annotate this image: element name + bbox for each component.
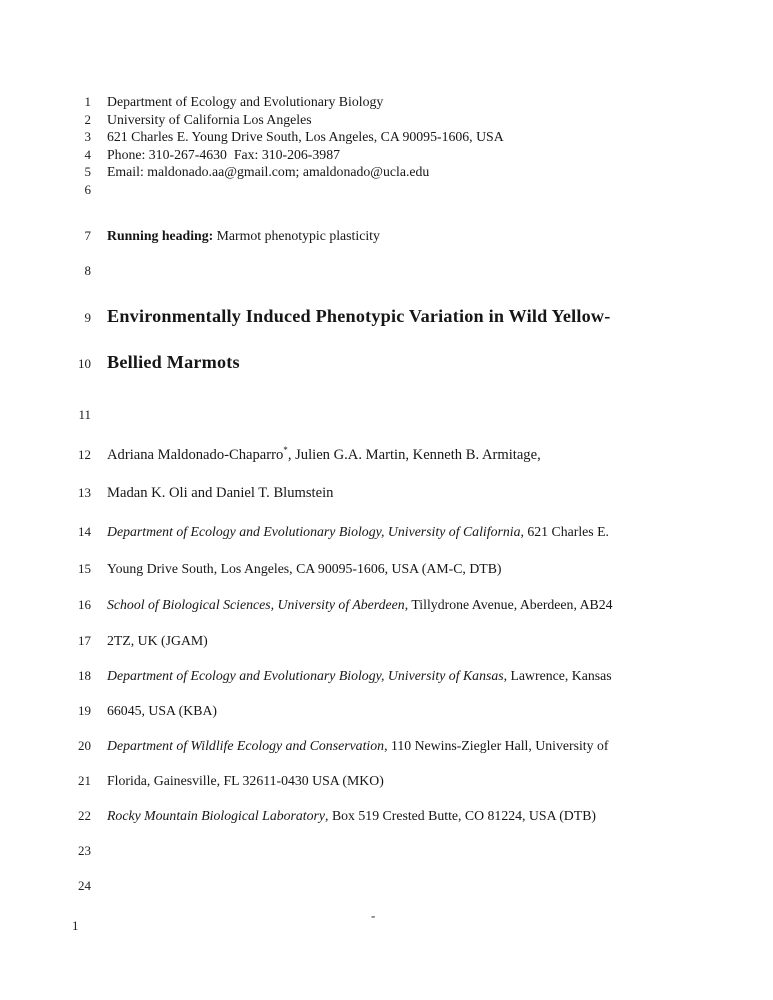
line-number: 9 <box>84 310 91 325</box>
manuscript-line <box>0 128 773 146</box>
line-number: 22 <box>78 808 91 823</box>
manuscript-line <box>0 93 773 111</box>
line-number: 3 <box>84 129 91 144</box>
manuscript-line <box>0 262 773 280</box>
text-segment: Department of Ecology and Evolutionary Biology, University of Kansas <box>107 668 504 683</box>
line-number: 13 <box>78 485 91 500</box>
line-number: 24 <box>78 878 91 893</box>
text-segment: Running heading: <box>107 228 214 243</box>
manuscript-line <box>0 560 773 578</box>
line-text <box>107 808 596 823</box>
line-text <box>107 352 240 372</box>
line-number: 14 <box>78 524 91 539</box>
text-segment: Bellied Marmots <box>107 352 240 372</box>
line-text <box>107 773 384 788</box>
manuscript-line <box>0 772 773 790</box>
line-number: 17 <box>78 633 91 648</box>
manuscript-line <box>0 181 773 199</box>
text-segment: , 110 Newins-Ziegler Hall, University of <box>384 738 609 753</box>
text-segment: Adriana Maldonado-Chaparro <box>107 447 284 463</box>
line-number: 19 <box>78 703 91 718</box>
line-text <box>107 306 611 326</box>
line-number: 5 <box>84 164 91 179</box>
line-number: 10 <box>78 356 91 371</box>
line-text <box>107 164 429 179</box>
line-number: 7 <box>84 228 91 243</box>
line-text <box>107 485 333 501</box>
manuscript-line <box>0 523 773 541</box>
line-number: 2 <box>84 112 91 127</box>
manuscript-line <box>0 306 773 327</box>
manuscript-line <box>0 877 773 895</box>
manuscript-line <box>0 596 773 614</box>
text-segment: , Box 519 Crested Butte, CO 81224, USA (DTB) <box>325 808 596 823</box>
text-segment: 2TZ, UK (JGAM) <box>107 633 208 648</box>
text-segment: Young Drive South, Los Angeles, CA 90095-1606, USA (AM-C, DTB) <box>107 561 502 576</box>
manuscript-line <box>0 227 773 245</box>
manuscript-line <box>0 737 773 755</box>
line-number: 12 <box>78 447 91 462</box>
line-text <box>107 561 502 576</box>
text-segment: Department of Ecology and Evolutionary Biology, University of California <box>107 524 521 539</box>
line-text <box>107 147 340 162</box>
line-number: 4 <box>84 147 91 162</box>
text-segment: Department of Ecology and Evolutionary Biology <box>107 94 384 109</box>
line-text <box>107 703 217 718</box>
text-segment: 66045, USA (KBA) <box>107 703 217 718</box>
text-segment: 621 Charles E. Young Drive South, Los Angeles, CA 90095-1606, USA <box>107 129 504 144</box>
text-segment: , 621 Charles E. <box>520 524 609 539</box>
line-text <box>107 597 613 612</box>
line-text <box>107 668 612 683</box>
text-segment: Florida, Gainesville, FL 32611-0430 USA (MKO) <box>107 773 384 788</box>
manuscript-line <box>0 484 773 502</box>
text-segment: School of Biological Sciences, University of Aberdeen <box>107 597 405 612</box>
manuscript-line <box>0 163 773 181</box>
text-segment: University of California Los Angeles <box>107 112 312 127</box>
line-number: 20 <box>78 738 91 753</box>
line-number: 23 <box>78 843 91 858</box>
line-number: 8 <box>84 263 91 278</box>
line-number: 1 <box>84 94 91 109</box>
text-segment: Environmentally Induced Phenotypic Variation in Wild Yellow- <box>107 306 611 326</box>
manuscript-line <box>0 702 773 720</box>
text-segment: Marmot phenotypic plasticity <box>213 228 380 243</box>
line-number: 11 <box>78 407 91 422</box>
text-segment: Madan K. Oli and Daniel T. Blumstein <box>107 485 334 501</box>
line-number: 6 <box>84 182 91 197</box>
manuscript-line <box>0 667 773 685</box>
text-segment: , Julien G.A. Martin, Kenneth B. Armitage, <box>287 447 541 463</box>
text-segment: Department of Wildlife Ecology and Conservation <box>107 738 385 753</box>
manuscript-line <box>0 446 773 464</box>
manuscript-line <box>0 111 773 129</box>
line-text <box>107 112 312 127</box>
manuscript-line <box>0 146 773 164</box>
footer-center-mark: - <box>371 908 376 923</box>
line-text <box>107 129 504 144</box>
line-text <box>107 524 609 539</box>
line-text <box>107 447 541 463</box>
line-text <box>107 633 208 648</box>
line-text <box>107 738 608 753</box>
manuscript-line <box>0 632 773 650</box>
line-text <box>107 94 383 109</box>
text-segment: , Lawrence, Kansas <box>503 668 612 683</box>
line-number: 18 <box>78 668 91 683</box>
manuscript-line <box>0 842 773 860</box>
line-text <box>107 228 380 243</box>
line-number: 21 <box>78 773 91 788</box>
text-segment: Rocky Mountain Biological Laboratory <box>107 808 326 823</box>
manuscript-line <box>0 352 773 373</box>
text-segment: Phone: 310-267-4630 Fax: 310-206-3987 <box>107 147 340 162</box>
manuscript-line <box>0 406 773 424</box>
text-segment: Email: maldonado.aa@gmail.com; amaldonado@ucla.edu <box>107 164 430 179</box>
line-number: 15 <box>78 561 91 576</box>
line-number: 16 <box>78 597 91 612</box>
corresponding-author-asterisk: * <box>283 445 288 456</box>
text-segment: , Tillydrone Avenue, Aberdeen, AB24 <box>404 597 613 612</box>
page-number: 1 <box>72 918 79 933</box>
manuscript-line <box>0 807 773 825</box>
